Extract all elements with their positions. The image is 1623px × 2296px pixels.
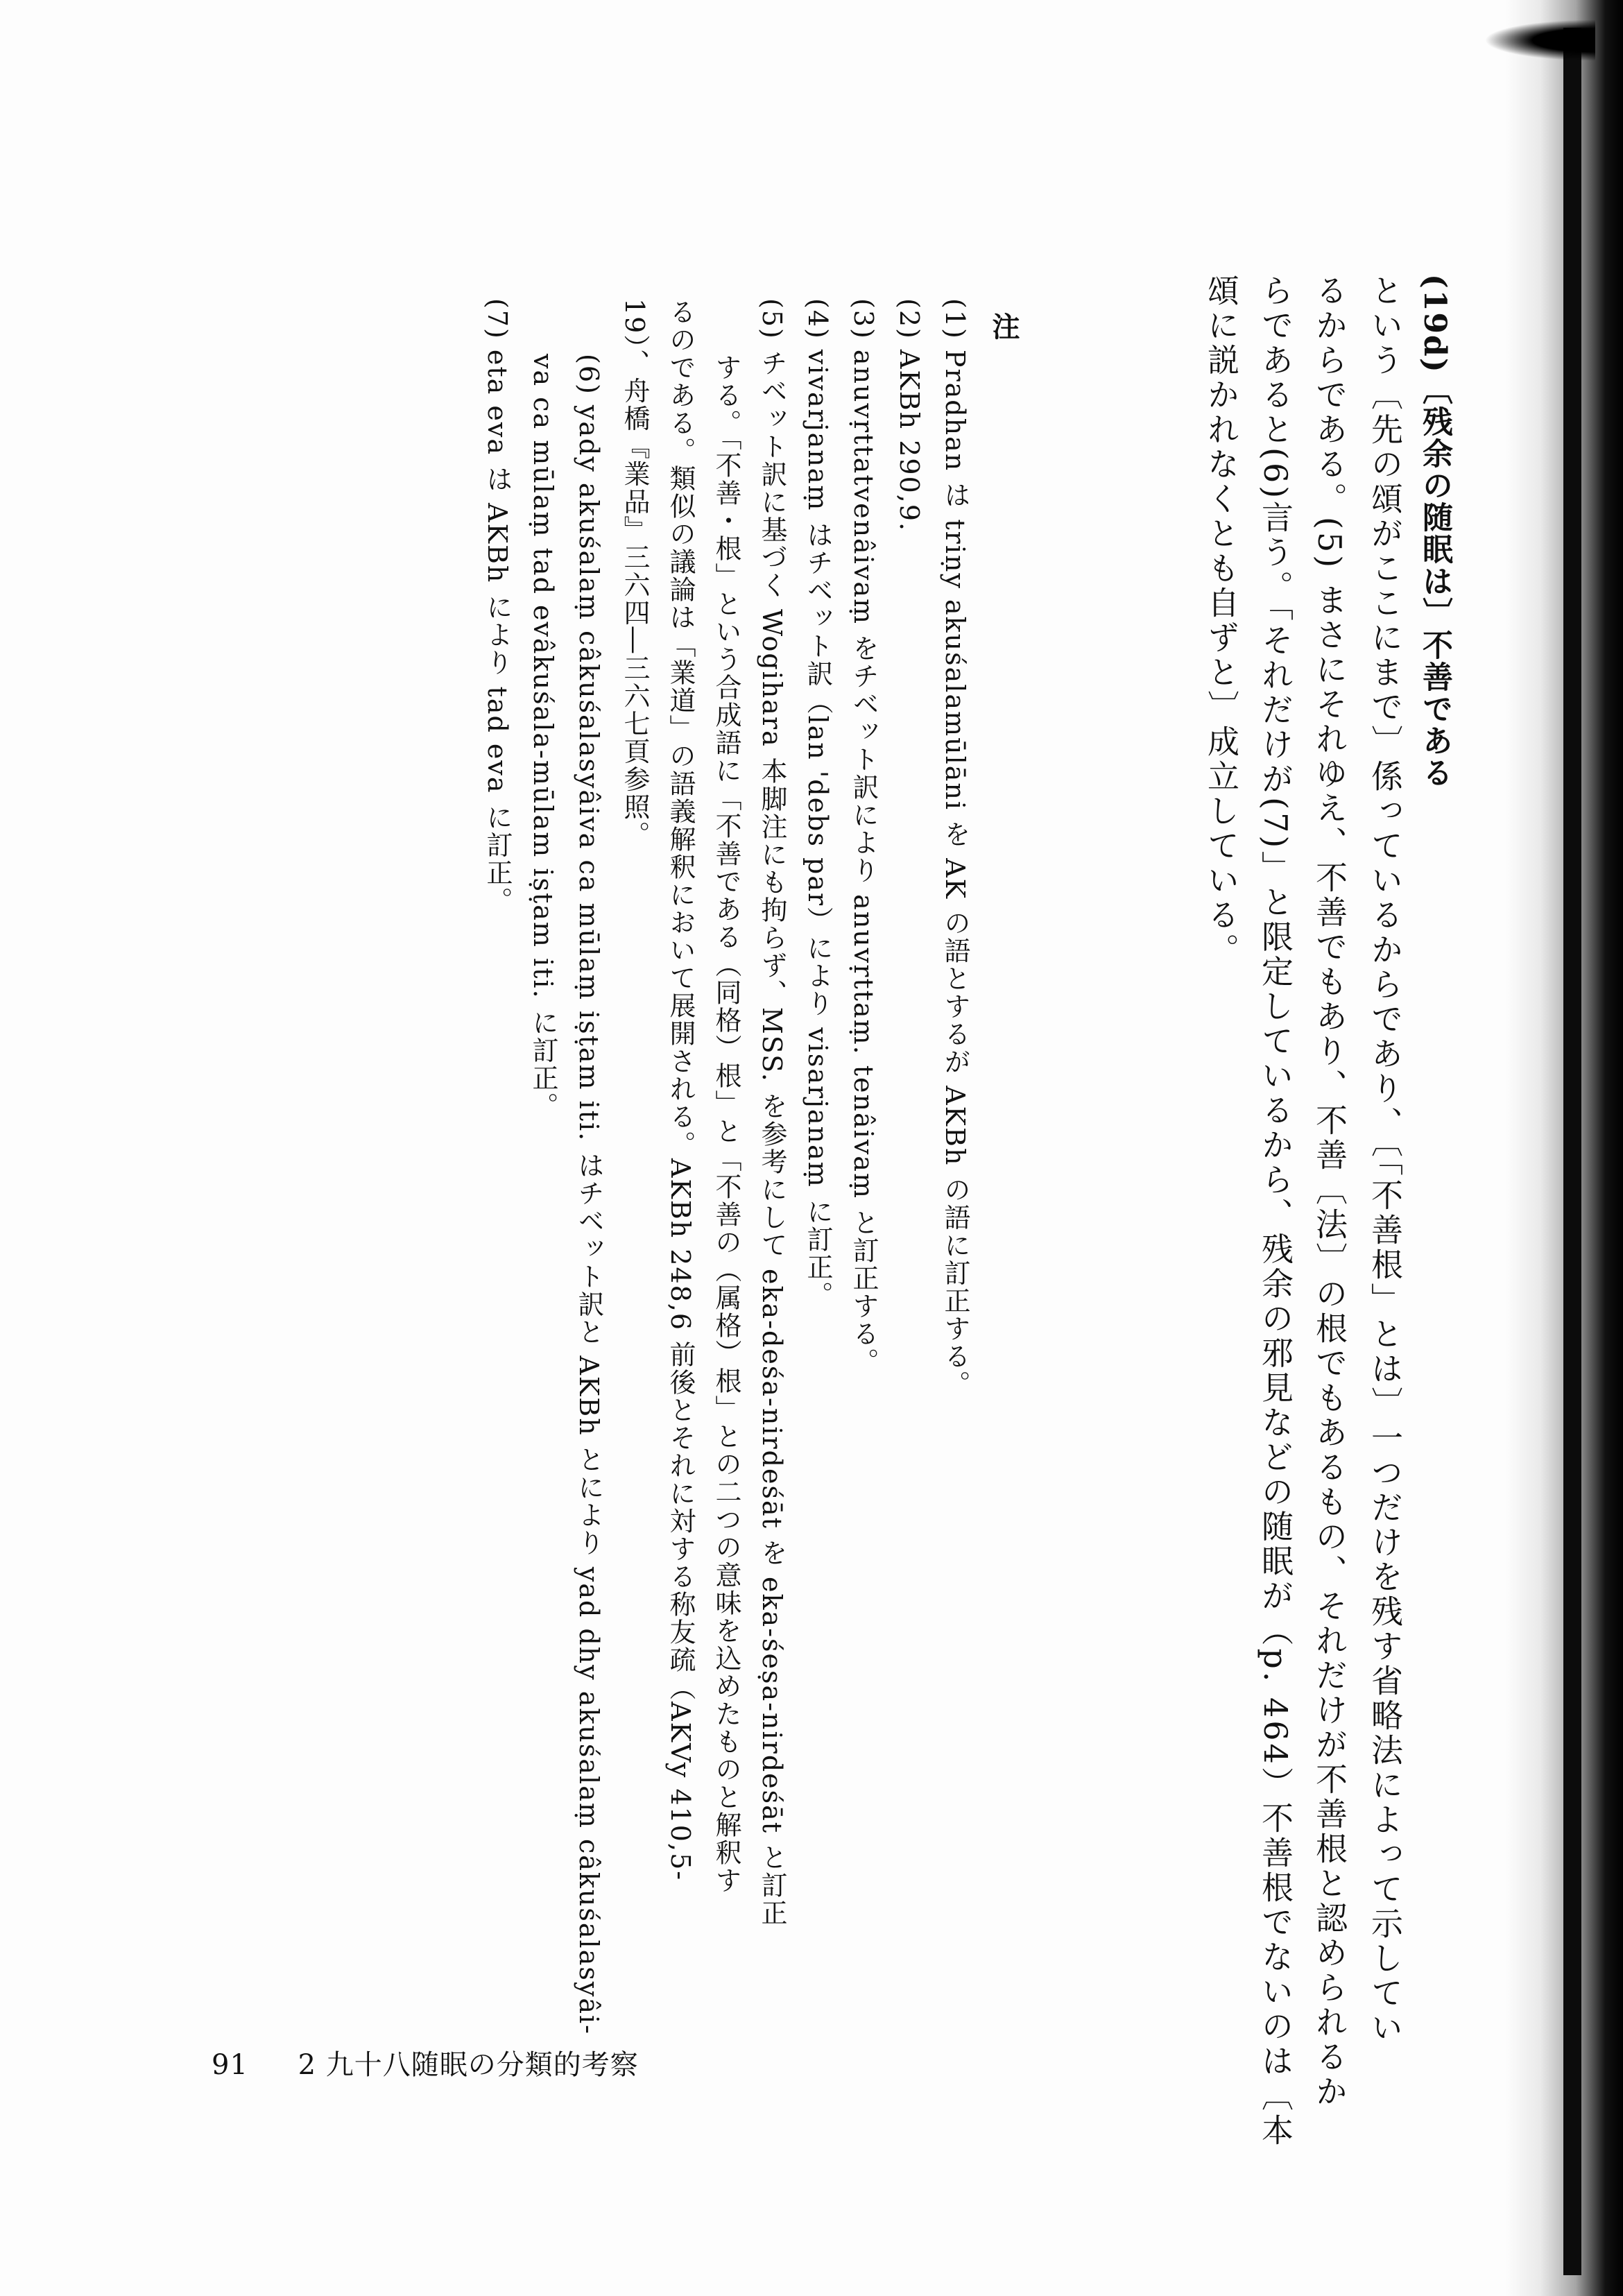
body-line-1: という〔先の頌がここにまで〕係っているからであり、〔「不善根」とは〕一つだけを残す省略法によって示してい	[1366, 274, 1404, 2046]
note-4: (4) vivarjanaṃ はチベット訳（lan 'debs par）により visarjanaṃ に訂正。	[802, 298, 833, 1309]
section-heading: (19d)〔残余の随眠は〕不善である	[1417, 274, 1452, 789]
running-title: 2 九十八随眠の分類的考察	[298, 2049, 639, 2081]
binding-edge	[1563, 28, 1581, 2275]
note-5-line-3: るのである。類似の議論は「業道」の語義解釈において展開される。AKBh 248,6 前後とそれに対する称友疏（AKVy 410,5-	[665, 298, 696, 1882]
body-line-3: らであると(6)言う。「それだけが(7)」と限定しているから、残余の邪見などの随眠が（p. 464）不善根でないのは〔本	[1257, 274, 1294, 2148]
page-number: 91	[212, 2049, 248, 2081]
body-line-2: るからである。(5) まさにそれゆえ、不善でもあり、不善〔法〕の根でもあるもの、それだけが不善根と認められるか	[1311, 274, 1348, 2109]
page-footer	[212, 2043, 639, 2082]
note-6-line-2: va ca mūlaṃ tad evâkuśala-mūlam iṣṭam iti. に訂正。	[528, 354, 558, 1120]
notes-heading: 注	[988, 312, 1020, 340]
note-7: (7) eta eva は AKBh により tad eva に訂正。	[482, 298, 513, 915]
note-5-line-1: (5) チベット訳に基づく Wogihara 本脚注にも拘らず、MSS. を参考にして eka-deśa-nirdeśāt を eka-śeṣa-nirdeśāt と訂正	[757, 298, 787, 1928]
note-6-line-1: (6) yady akuśalaṃ câkuśalasyâiva ca mūlaṃ iṣṭam iti. はチベット訳と AKBh とにより yad dhy akuśalaṃ câkuśalasyâi-	[574, 354, 604, 2035]
note-5-line-2: する。「不善・根」という合成語に「不善である（同格）根」と「不善の（属格）根」との二つの意味を込めたものと解釈す	[711, 354, 741, 1894]
body-line-4: 頌に説かれなくとも自ずと〕成立している。	[1203, 274, 1240, 968]
note-3: (3) anuvṛttatvenâivaṃ をチベット訳により anuvṛttaṃ. tenâivaṃ と訂正する。	[848, 298, 879, 1376]
note-5-line-4: 19）、舟橋『業品』三六四―三六七頁参照。	[619, 298, 650, 849]
binding-cap	[1484, 19, 1595, 61]
note-1: (1) Pradhan は triṇy akuśalamūlāni を AK の語とするが AKBh の語に訂正する。	[940, 298, 970, 1398]
note-2: (2) AKBh 290,9.	[894, 298, 925, 533]
